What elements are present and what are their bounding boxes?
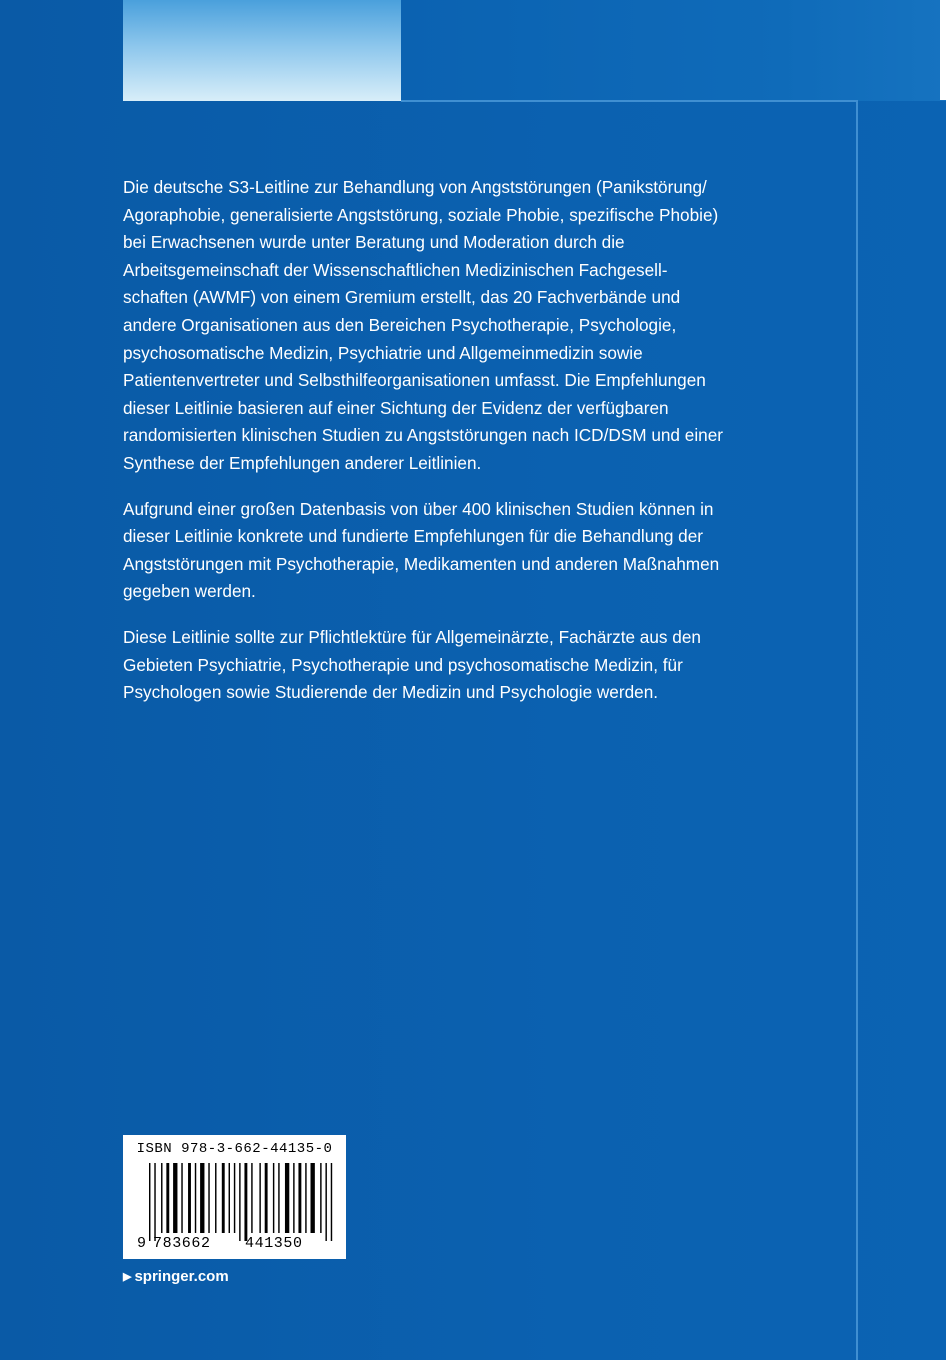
back-cover-blurb [123, 174, 723, 725]
barcode-bar [320, 1163, 321, 1233]
publisher-url: springer.com [134, 1268, 229, 1285]
barcode-bar [195, 1163, 196, 1233]
isbn-barcode [123, 1135, 346, 1259]
blurb-paragraph-3: Diese Leitlinie sollte zur Pflichtlektüre für Allgemeinärzte, Fachärzte aus den Gebieten Psychiatrie, Psychotherapie und psychosomatische Medizin, für Psychologen sowie Studierende der Medizin und Psychologie werden. [123, 626, 701, 703]
barcode-bar [215, 1163, 216, 1233]
barcode-bar [161, 1163, 162, 1233]
barcode-bar [265, 1163, 268, 1233]
barcode-bar [208, 1163, 209, 1233]
top-gradient-block [123, 0, 401, 101]
blurb-paragraph-1: Die deutsche S3-Leitline zur Behandlung von Angststörungen (Panikstörung/ Agoraphobie, generalisierte Angststörung, soziale Phobie, spezifische Phobie) bei Erwachsenen wurde unter Beratung und Moderation durch die Arbeitsgemeinschaft der Wissenschaftlichen Medizinischen Fachgesellschaften (AWMF) von einem Gremium erstellt, das 20 Fachverbände und andere Organisationen aus den Bereichen Psychotherapie, Psychologie, psychosomatische Medizin, Psychiatrie und Allgemeinmedizin sowie Patientenvertreter und Selbsthilfeorganisationen umfasst. Die Empfehlungen dieser Leitlinie basieren auf einer Sichtung der Evidenz der verfügbaren randomisierten klinischen Studien zu Angststörungen nach ICD/DSM und einer Synthese der Empfehlungen anderer Leitlinien. [123, 177, 723, 473]
barcode-bar [331, 1163, 332, 1241]
blurb-paragraph-2: Aufgrund einer großen Datenbasis von über 400 klinischen Studien können in dieser Leitlinie konkrete und fundierte Empfehlungen für die Behandlung der Angststörungen mit Psychotherapie, Medikamenten und anderen Maßnahmen gegeben werden. [123, 498, 720, 602]
barcode-bar [311, 1163, 315, 1233]
barcode-bar [244, 1163, 247, 1241]
barcode-bar [200, 1163, 204, 1233]
barcode-bar [259, 1163, 260, 1233]
barcode-bar [285, 1163, 289, 1233]
barcode-bar [239, 1163, 240, 1241]
edge-strip [940, 0, 946, 100]
barcode-bar [166, 1163, 169, 1233]
barcode-digit-first: 9 [137, 1235, 147, 1252]
barcode-bar [173, 1163, 177, 1233]
barcode-bar [188, 1163, 191, 1233]
barcode-bar [149, 1163, 150, 1241]
barcode-bar [278, 1163, 279, 1233]
barcode-bar [251, 1163, 252, 1233]
frame-line-vertical [856, 100, 858, 1360]
barcode-bar [234, 1163, 235, 1233]
barcode-bar [273, 1163, 274, 1233]
arrow-right-icon: ▶ [123, 1271, 132, 1283]
barcode-digits-left: 783662 [153, 1235, 211, 1252]
barcode-bar [222, 1163, 225, 1233]
isbn-label: ISBN 978-3-662-44135-0 [136, 1141, 333, 1157]
barcode-bar [229, 1163, 230, 1233]
barcode-bar [305, 1163, 306, 1233]
barcode-bar [298, 1163, 301, 1233]
barcode-digits [123, 1235, 346, 1257]
publisher-link[interactable] [123, 1268, 229, 1285]
barcode-bar [154, 1163, 155, 1241]
barcode-bar [293, 1163, 294, 1233]
barcode-bar [325, 1163, 326, 1241]
barcode-digits-right: 441350 [245, 1235, 303, 1252]
barcode-bar [181, 1163, 182, 1233]
frame-line-horizontal [401, 100, 857, 102]
top-band [401, 0, 946, 101]
